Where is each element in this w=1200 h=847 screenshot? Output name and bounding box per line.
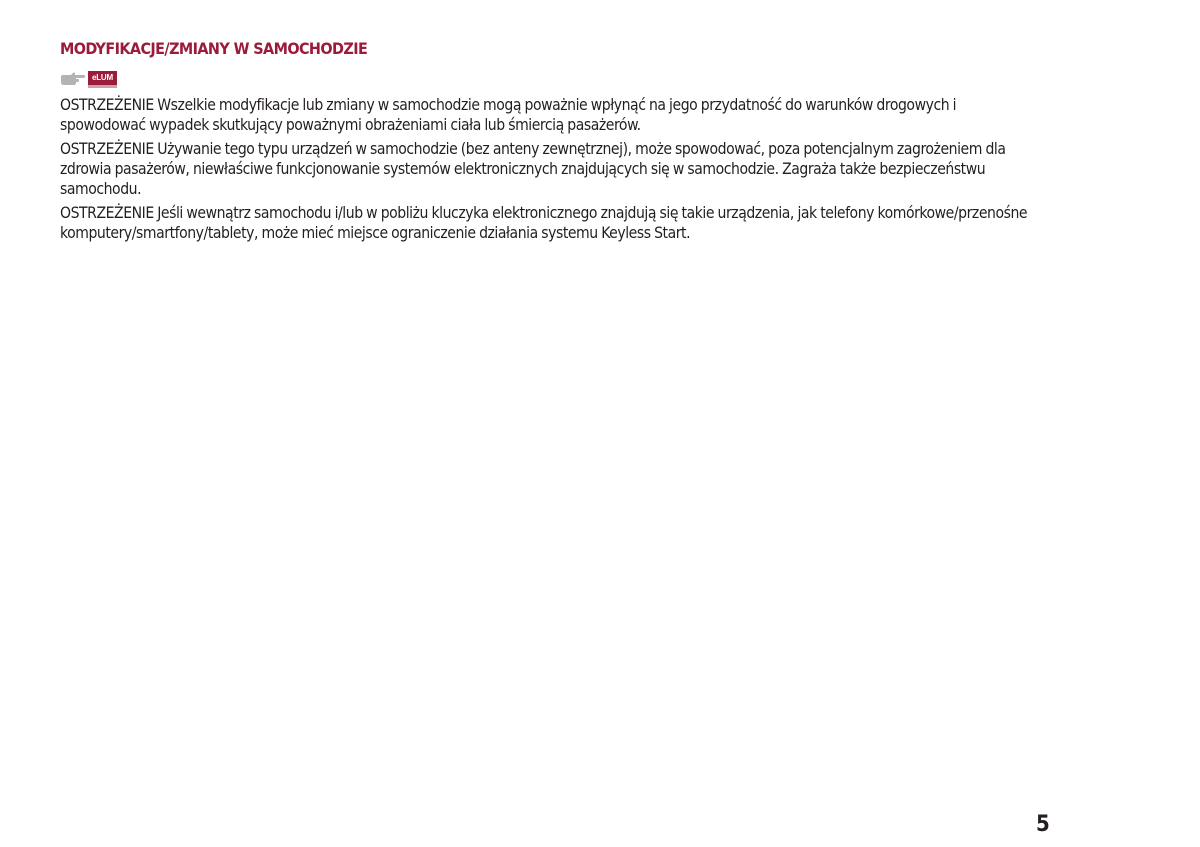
warning-paragraph-2: OSTRZEŻENIE Używanie tego typu urządzeń w samochodzie (bez anteny zewnętrznej), może spowodować, poza potencjalnym zagrożeniem dla zdrowia pasażerów, niewłaściwe funkcjonowanie systemów elektronicznych znajdujących się w samochodzie. Zagraża także bezpieczeństwu samochodu. — [60, 140, 1006, 198]
page-number: 5 — [1036, 812, 1050, 837]
warning-paragraph-3: OSTRZEŻENIE Jeśli wewnątrz samochodu i/lub w pobliżu kluczyka elektronicznego znajdują się takie urządzenia, jak telefony komórkowe/przenośne komputery/smartfony/tablety, może mieć miejsce ograniczenie działania systemu Keyless Start. — [60, 204, 1028, 242]
section-title: MODYFIKACJE/ZMIANY W SAMOCHODZIE — [60, 39, 368, 58]
pointing-hand-icon — [60, 71, 85, 87]
elum-badge: eLUM — [88, 71, 117, 88]
warnings-block — [60, 95, 1030, 247]
warning-paragraph-1: OSTRZEŻENIE Wszelkie modyfikacje lub zmiany w samochodzie mogą poważnie wpłynąć na jego przydatność do warunków drogowych i spowodować wypadek skutkujący poważnymi obrażeniami ciała lub śmiercią pasażerów. — [60, 96, 957, 134]
reference-icons — [60, 69, 117, 89]
